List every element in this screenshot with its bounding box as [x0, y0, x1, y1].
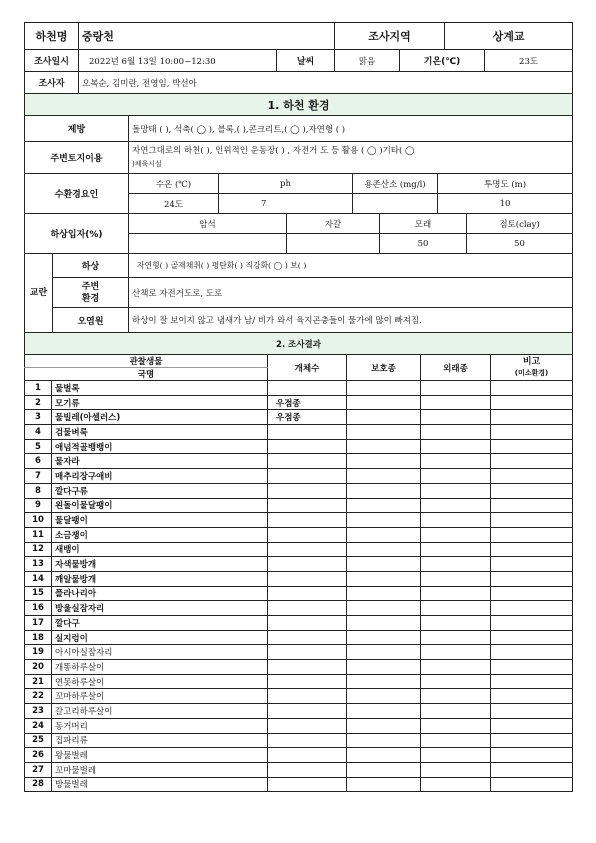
protected-cell [347, 718, 421, 733]
count-cell [268, 542, 347, 557]
organism-name: 모기류 [52, 395, 268, 410]
organism-name: 자색물방개 [52, 557, 268, 572]
note-header-sub: (미소환경) [514, 368, 549, 377]
organism-name: 물달팽이 [52, 513, 268, 528]
organism-name: 물자라 [52, 454, 268, 469]
foreign-cell [421, 483, 491, 498]
row-number: 9 [25, 498, 52, 513]
surveyor-value: 오복순, 김미란, 전영임, 박선아 [79, 72, 573, 94]
table-row [25, 395, 573, 410]
table-row [25, 586, 573, 601]
foreign-cell [421, 469, 491, 484]
row-number: 2 [25, 395, 52, 410]
count-cell [268, 439, 347, 454]
protected-cell [347, 410, 421, 425]
survey-results-table [24, 332, 573, 792]
count-cell: 우점종 [268, 395, 347, 410]
foreign-cell [421, 454, 491, 469]
count-cell [268, 689, 347, 704]
foreign-header: 외래종 [421, 355, 491, 381]
land-use-value [129, 142, 573, 174]
note-cell [491, 689, 573, 704]
foreign-cell [421, 689, 491, 704]
note-cell [491, 777, 573, 792]
protected-cell [347, 777, 421, 792]
embankment-value: 돌망태 ( ), 석축( ◯ ), 블록,( ),콘크리트,( ◯ ),자연형 ( ) [129, 116, 573, 142]
protected-cell [347, 542, 421, 557]
table-row [25, 498, 573, 513]
table-row [25, 527, 573, 542]
clay-value: 50 [467, 234, 573, 254]
row-number: 14 [25, 571, 52, 586]
note-cell [491, 410, 573, 425]
row-number: 13 [25, 557, 52, 572]
row-number: 21 [25, 674, 52, 689]
clay-header: 점토(clay) [467, 214, 573, 234]
count-cell [268, 601, 347, 616]
table-row [25, 454, 573, 469]
table-row [25, 571, 573, 586]
protected-cell [347, 586, 421, 601]
count-cell [268, 645, 347, 660]
row-number: 28 [25, 777, 52, 792]
note-cell [491, 498, 573, 513]
note-cell [491, 513, 573, 528]
row-number: 27 [25, 762, 52, 777]
note-cell [491, 395, 573, 410]
ph-value: 7 [219, 194, 353, 214]
land-use-label: 주변토지이용 [25, 142, 129, 174]
surrounding-value: 산책로 자전거도로, 도로 [129, 278, 573, 308]
transparency-value: 10 [438, 194, 573, 214]
table-row [25, 660, 573, 675]
note-cell [491, 425, 573, 440]
count-cell [268, 454, 347, 469]
foreign-cell [421, 630, 491, 645]
note-cell [491, 439, 573, 454]
foreign-cell [421, 527, 491, 542]
count-cell [268, 498, 347, 513]
rock-value [129, 234, 287, 254]
count-cell [268, 586, 347, 601]
protected-cell [347, 527, 421, 542]
sand-header: 모래 [380, 214, 467, 234]
row-number: 1 [25, 381, 52, 396]
organism-name: 왼돌이물달팽이 [52, 498, 268, 513]
surrounding-label-line-1: 주변 [81, 281, 100, 292]
note-cell [491, 630, 573, 645]
table-row [25, 513, 573, 528]
count-cell [268, 733, 347, 748]
row-number: 26 [25, 748, 52, 763]
table-row [25, 439, 573, 454]
note-cell [491, 571, 573, 586]
protected-cell [347, 689, 421, 704]
protected-cell [347, 395, 421, 410]
table-row [25, 381, 573, 396]
pollution-value: 하상이 잘 보이지 않고 냄새가 남/ 비가 와서 육지곤충들이 물가에 많이 빠져짐. [129, 308, 573, 333]
foreign-cell [421, 425, 491, 440]
table-row [25, 557, 573, 572]
protected-cell [347, 571, 421, 586]
organism-name: 왕물벌레 [52, 748, 268, 763]
survey-date-value: 2022년 6월 13일 10:00~12:30 [79, 50, 277, 72]
protected-header: 보호종 [347, 355, 421, 381]
row-number: 12 [25, 542, 52, 557]
foreign-cell [421, 498, 491, 513]
row-number: 19 [25, 645, 52, 660]
note-header-label: 비고 [522, 356, 541, 367]
count-cell [268, 616, 347, 631]
protected-cell [347, 748, 421, 763]
note-cell [491, 601, 573, 616]
organism-name: 갈고리하루살이 [52, 704, 268, 719]
note-cell [491, 469, 573, 484]
organism-name: 깔다구류 [52, 483, 268, 498]
dissolved-oxygen-value [353, 194, 438, 214]
survey-region-value: 상계교 [445, 23, 573, 50]
note-cell [491, 645, 573, 660]
table-row [25, 542, 573, 557]
table-row [25, 674, 573, 689]
riverbed-value: 자연형( ) 골재채취( ) 평탄화( ) 직강화( ◯ ) 보( ) [129, 254, 573, 278]
organism-name: 아시아실잠자리 [52, 645, 268, 660]
foreign-cell [421, 410, 491, 425]
count-cell [268, 381, 347, 396]
water-environment-label: 수환경요인 [25, 174, 129, 214]
organism-header: 관찰생물 [25, 355, 268, 368]
organism-name: 검물벼룩 [52, 425, 268, 440]
note-header [491, 355, 573, 381]
protected-cell [347, 439, 421, 454]
protected-cell [347, 630, 421, 645]
row-number: 25 [25, 733, 52, 748]
protected-cell [347, 454, 421, 469]
table-row [25, 777, 573, 792]
protected-cell [347, 381, 421, 396]
river-environment-table [24, 93, 573, 333]
weather-value: 맑음 [335, 50, 400, 72]
table-row [25, 733, 573, 748]
row-number: 4 [25, 425, 52, 440]
row-number: 22 [25, 689, 52, 704]
row-number: 5 [25, 439, 52, 454]
note-cell [491, 454, 573, 469]
count-cell [268, 718, 347, 733]
note-cell [491, 733, 573, 748]
count-cell [268, 674, 347, 689]
note-cell [491, 586, 573, 601]
row-number: 7 [25, 469, 52, 484]
organism-name: 개똥하루살이 [52, 660, 268, 675]
organism-name: 소금쟁이 [52, 527, 268, 542]
gravel-value [287, 234, 380, 254]
note-cell [491, 762, 573, 777]
count-cell [268, 527, 347, 542]
foreign-cell [421, 777, 491, 792]
organism-name: 애넘적골뱅뱅이 [52, 439, 268, 454]
row-number: 10 [25, 513, 52, 528]
foreign-cell [421, 674, 491, 689]
protected-cell [347, 660, 421, 675]
protected-cell [347, 557, 421, 572]
name-header: 국명 [25, 368, 268, 381]
count-header: 개체수 [268, 355, 347, 381]
gravel-header: 자갈 [287, 214, 380, 234]
table-row [25, 718, 573, 733]
count-cell [268, 513, 347, 528]
header-table [24, 22, 573, 94]
table-row [25, 645, 573, 660]
organism-name: 방물벌레 [52, 777, 268, 792]
organism-name: 동거머리 [52, 718, 268, 733]
organism-name: 깨알물방개 [52, 571, 268, 586]
protected-cell [347, 733, 421, 748]
note-cell [491, 748, 573, 763]
riverbed-label: 하상 [53, 254, 129, 278]
foreign-cell [421, 381, 491, 396]
note-cell [491, 674, 573, 689]
count-cell [268, 469, 347, 484]
row-number: 6 [25, 454, 52, 469]
foreign-cell [421, 660, 491, 675]
protected-cell [347, 645, 421, 660]
organism-name: 방울실잠자리 [52, 601, 268, 616]
table-row [25, 762, 573, 777]
water-temp-header: 수온 (℃) [129, 174, 219, 194]
foreign-cell [421, 586, 491, 601]
row-number: 23 [25, 704, 52, 719]
organism-name: 집파리류 [52, 733, 268, 748]
row-number: 18 [25, 630, 52, 645]
weather-label: 날씨 [277, 50, 335, 72]
land-use-line-1: 자연그대로의 하천( ), 인위적인 운동장( ) , 자전거 도 등 활용 ( ◯ )기타( ◯ [132, 146, 415, 156]
foreign-cell [421, 513, 491, 528]
row-number: 16 [25, 601, 52, 616]
protected-cell [347, 616, 421, 631]
foreign-cell [421, 601, 491, 616]
pollution-label: 오염원 [53, 308, 129, 333]
organism-name: 매추리장구애비 [52, 469, 268, 484]
row-number: 3 [25, 410, 52, 425]
ph-header: ph [219, 174, 353, 194]
temperature-label: 기온(℃) [400, 50, 485, 72]
embankment-label: 제방 [25, 116, 129, 142]
protected-cell [347, 483, 421, 498]
note-cell [491, 542, 573, 557]
protected-cell [347, 601, 421, 616]
protected-cell [347, 425, 421, 440]
section-1-title: 1. 하천 환경 [25, 94, 573, 116]
river-name-label: 하천명 [25, 23, 79, 50]
count-cell [268, 704, 347, 719]
table-row [25, 689, 573, 704]
surveyor-label: 조사자 [25, 72, 79, 94]
count-cell [268, 660, 347, 675]
table-row [25, 410, 573, 425]
organism-name: 물벌록 [52, 381, 268, 396]
table-row [25, 616, 573, 631]
foreign-cell [421, 439, 491, 454]
row-number: 17 [25, 616, 52, 631]
foreign-cell [421, 762, 491, 777]
note-cell [491, 527, 573, 542]
protected-cell [347, 704, 421, 719]
table-row [25, 469, 573, 484]
foreign-cell [421, 395, 491, 410]
river-name-value: 중랑천 [79, 23, 335, 50]
organism-name: 플라나리아 [52, 586, 268, 601]
table-row [25, 483, 573, 498]
table-row [25, 425, 573, 440]
organism-name: 물빌레(아셀러스) [52, 410, 268, 425]
note-cell [491, 483, 573, 498]
count-cell [268, 557, 347, 572]
count-cell [268, 630, 347, 645]
dissolved-oxygen-header: 용존산소 (mg/l) [353, 174, 438, 194]
survey-sheet [24, 22, 572, 792]
foreign-cell [421, 704, 491, 719]
protected-cell [347, 498, 421, 513]
note-cell [491, 557, 573, 572]
organism-name: 연못하루살이 [52, 674, 268, 689]
note-cell [491, 660, 573, 675]
foreign-cell [421, 645, 491, 660]
surrounding-label [53, 278, 129, 308]
organism-name: 꼬마물벌레 [52, 762, 268, 777]
transparency-header: 투명도 (m) [438, 174, 573, 194]
survey-region-label: 조사지역 [335, 23, 445, 50]
row-number: 20 [25, 660, 52, 675]
count-cell [268, 748, 347, 763]
protected-cell [347, 513, 421, 528]
table-row [25, 704, 573, 719]
row-number: 8 [25, 483, 52, 498]
count-cell [268, 483, 347, 498]
note-cell [491, 718, 573, 733]
protected-cell [347, 762, 421, 777]
bed-particle-label: 하상입자(%) [25, 214, 129, 254]
section-2-title: 2. 조사결과 [25, 333, 573, 355]
count-cell: 우점종 [268, 410, 347, 425]
organism-name: 꼬마하루살이 [52, 689, 268, 704]
count-cell [268, 425, 347, 440]
row-number: 24 [25, 718, 52, 733]
foreign-cell [421, 733, 491, 748]
survey-date-label: 조사일시 [25, 50, 79, 72]
foreign-cell [421, 557, 491, 572]
organism-name: 새뱅이 [52, 542, 268, 557]
foreign-cell [421, 542, 491, 557]
count-cell [268, 762, 347, 777]
row-number: 11 [25, 527, 52, 542]
sand-value: 50 [380, 234, 467, 254]
row-number: 15 [25, 586, 52, 601]
protected-cell [347, 469, 421, 484]
foreign-cell [421, 616, 491, 631]
disturbance-label: 교란 [25, 254, 53, 333]
foreign-cell [421, 748, 491, 763]
protected-cell [347, 674, 421, 689]
note-cell [491, 381, 573, 396]
land-use-line-2: )체육시설 [132, 160, 162, 168]
note-cell [491, 616, 573, 631]
foreign-cell [421, 718, 491, 733]
surrounding-label-line-2: 환경 [81, 293, 100, 304]
count-cell [268, 777, 347, 792]
table-row [25, 601, 573, 616]
table-row [25, 748, 573, 763]
count-cell [268, 571, 347, 586]
foreign-cell [421, 571, 491, 586]
organism-name: 실지렁이 [52, 630, 268, 645]
rock-header: 암석 [129, 214, 287, 234]
organism-name: 깔다구 [52, 616, 268, 631]
temperature-value: 23도 [485, 50, 573, 72]
table-row [25, 630, 573, 645]
water-temp-value: 24도 [129, 194, 219, 214]
note-cell [491, 704, 573, 719]
